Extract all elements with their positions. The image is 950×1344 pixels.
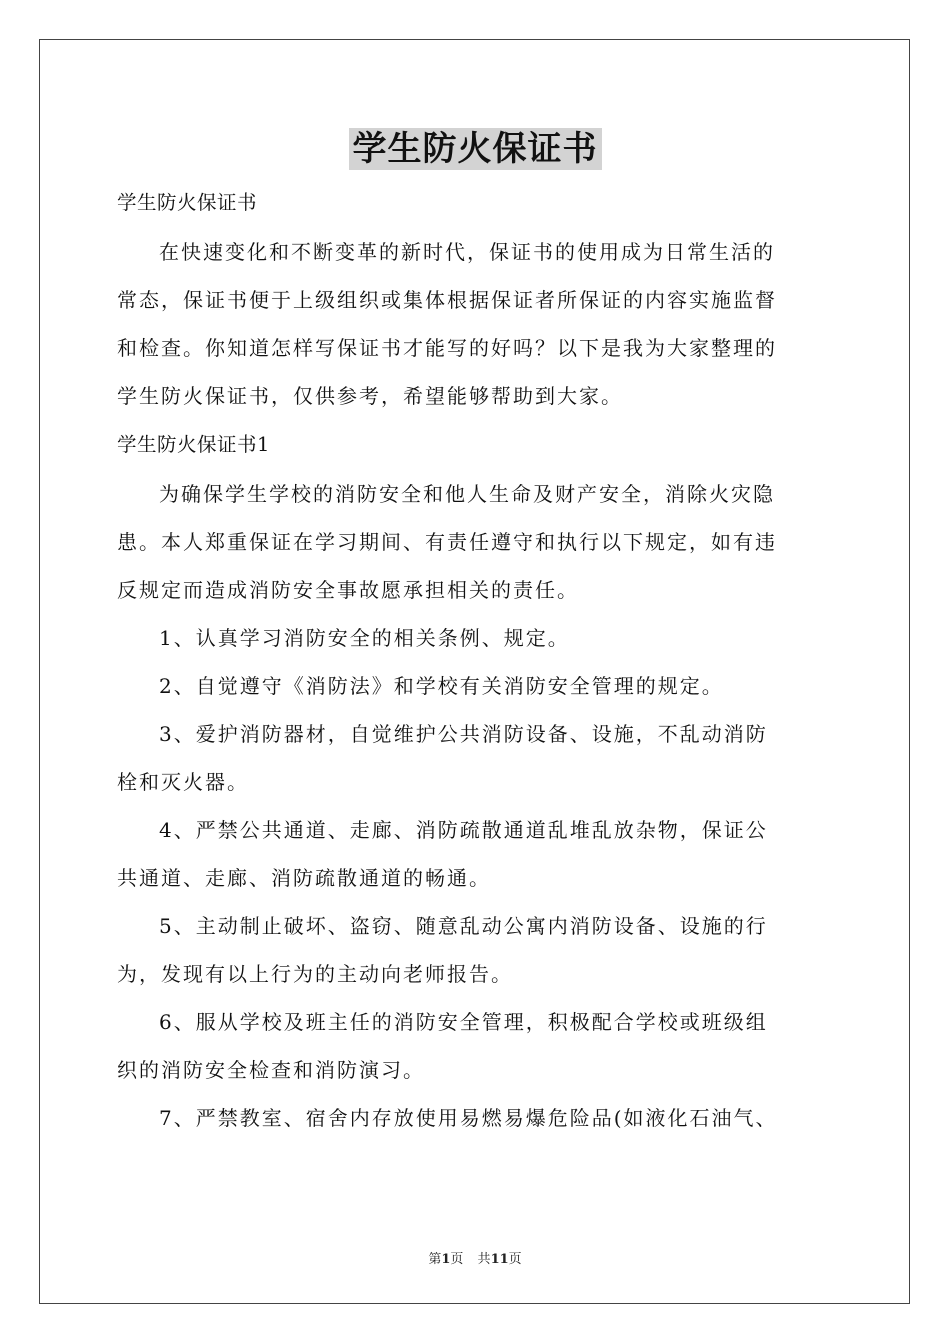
document-body [117,180,833,1140]
section-intro-line: 反规定而造成消防安全事故愿承担相关的责任。 [117,577,579,602]
rule-line: 共通道、走廊、消防疏散通道的畅通。 [117,865,491,890]
section-heading: 学生防火保证书1 [117,433,270,456]
section-intro-line: 患。本人郑重保证在学习期间、有责任遵守和执行以下规定，如有违 [117,529,777,554]
page-total: 共11页 [477,1252,522,1267]
section-intro-line: 为确保学生学校的消防安全和他人生命及财产安全，消除火灾隐 [159,481,775,506]
rule-item-3 [117,708,833,804]
rule-line: 6、服从学校及班主任的消防安全管理，积极配合学校或班级组 [159,1009,768,1034]
rule-line: 2、自觉遵守《消防法》和学校有关消防安全管理的规定。 [159,673,724,698]
rule-item-5 [117,900,833,996]
subtitle: 学生防火保证书 [117,191,258,214]
rule-item-4 [117,804,833,900]
rule-item-6 [117,996,833,1092]
document-title: 学生防火保证书 [349,128,602,170]
intro-line: 和检查。你知道怎样写保证书才能写的好吗？以下是我为大家整理的 [117,335,777,360]
rule-item-1 [117,612,833,660]
intro-line: 学生防火保证书，仅供参考，希望能够帮助到大家。 [117,383,623,408]
title-container [0,128,950,170]
rule-line: 栓和灭火器。 [117,769,249,794]
rule-line: 5、主动制止破坏、盗窃、随意乱动公寓内消防设备、设施的行 [159,913,768,938]
rule-line: 4、严禁公共通道、走廊、消防疏散通道乱堆乱放杂物，保证公 [159,817,768,842]
rule-line: 7、严禁教室、宿舍内存放使用易燃易爆危险品(如液化石油气、 [159,1105,778,1130]
page-footer [0,1248,950,1267]
intro-paragraph [117,226,833,418]
section-intro-paragraph [117,468,833,612]
rule-line: 1、认真学习消防安全的相关条例、规定。 [159,625,570,650]
rule-line: 织的消防安全检查和消防演习。 [117,1057,425,1082]
rule-line: 3、爱护消防器材，自觉维护公共消防设备、设施，不乱动消防 [159,721,768,746]
page-number: 第1页 [428,1252,464,1267]
intro-line: 在快速变化和不断变革的新时代，保证书的使用成为日常生活的 [159,239,775,264]
intro-line: 常态，保证书便于上级组织或集体根据保证者所保证的内容实施监督 [117,287,777,312]
rule-item-7 [117,1092,833,1140]
rule-item-2 [117,660,833,708]
rule-line: 为，发现有以上行为的主动向老师报告。 [117,961,513,986]
